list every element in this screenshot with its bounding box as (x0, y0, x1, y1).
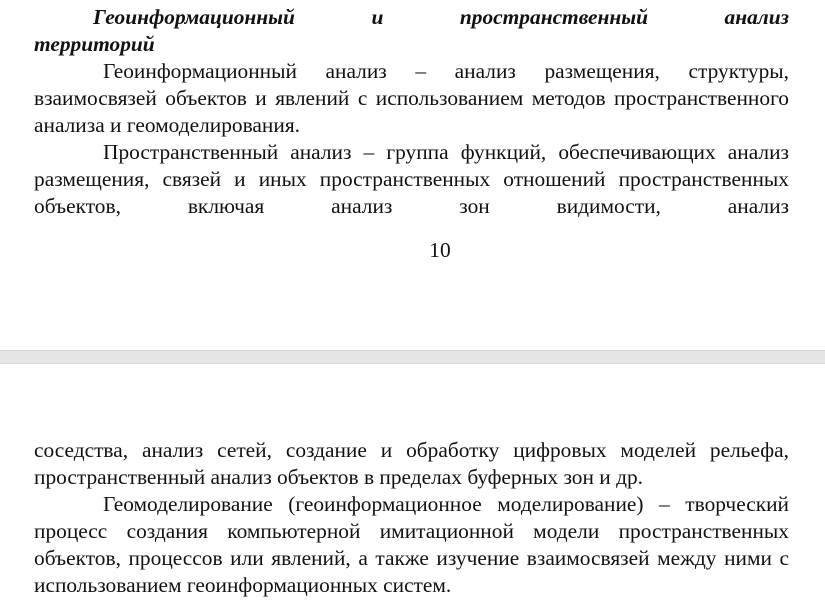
paragraph-geomodeling: Геомоделирование (геоинформационное моделирование) – творческий процесс создания компьютерной имитационной модели пространственных объектов, процессов или явлений, а также изучение взаимосвязей между ними с использованием геоинформационных систем. (34, 492, 789, 597)
page-text-body (34, 437, 789, 599)
page-text-body (34, 4, 789, 220)
document-page-11 (0, 364, 825, 601)
page-break-separator (0, 350, 825, 364)
page-number: 10 (429, 238, 451, 262)
section-heading-line-1: Геоинформационный и пространственный анализ (93, 5, 789, 29)
section-heading-line-2: территорий (34, 32, 155, 56)
paragraph-geoinformation-analysis: Геоинформационный анализ – анализ размещения, структуры, взаимосвязей объектов и явлений с использованием методов пространственного анализа и геомоделирования. (34, 59, 789, 137)
section-heading (34, 4, 789, 58)
paragraph-spatial-analysis-continued: соседства, анализ сетей, создание и обработку цифровых моделей рельефа, пространственный анализ объектов в пределах буферных зон и др. (34, 438, 789, 489)
paragraph-spatial-analysis: Пространственный анализ – группа функций, обеспечивающих анализ размещения, связей и иных пространственных отношений пространственных объектов, включая анализ зон видимости, анализ (34, 140, 789, 218)
